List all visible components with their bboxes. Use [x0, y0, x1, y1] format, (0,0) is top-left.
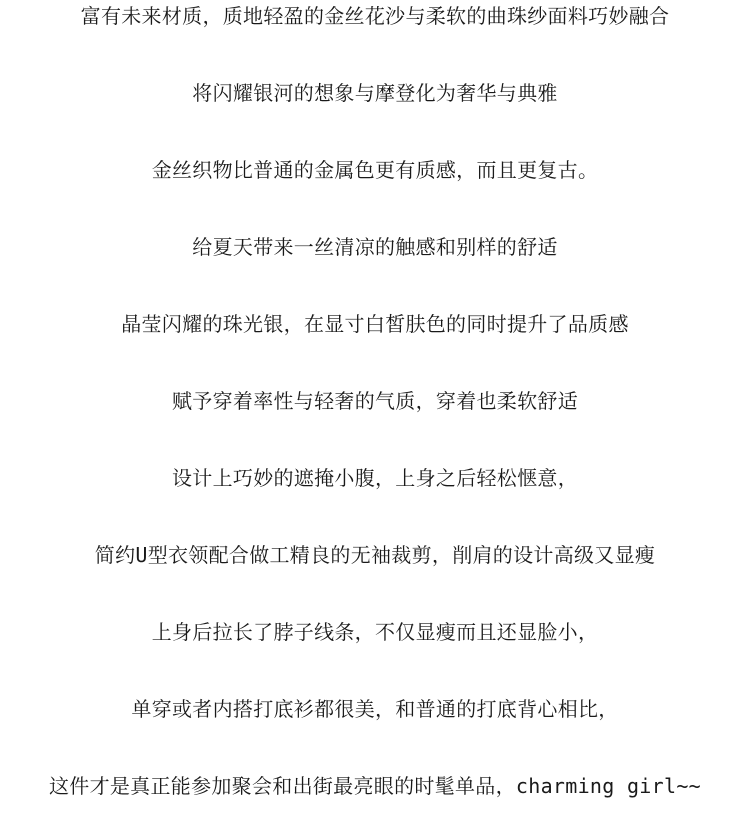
description-line: 简约U型衣领配合做工精良的无袖裁剪，削肩的设计高级又显瘦 — [94, 543, 656, 567]
description-line: 单穿或者内搭打底衫都很美，和普通的打底背心相比， — [131, 697, 619, 721]
description-line: 晶莹闪耀的珠光银，在显寸白皙肤色的同时提升了品质感 — [121, 312, 629, 336]
description-line: 金丝织物比普通的金属色更有质感，而且更复古。 — [151, 158, 599, 182]
description-line: 将闪耀银河的想象与摩登化为奢华与典雅 — [192, 81, 558, 105]
description-line: 上身后拉长了脖子线条，不仅显瘦而且还显脸小， — [151, 620, 599, 644]
description-line: 给夏天带来一丝清凉的触感和别样的舒适 — [192, 235, 558, 259]
description-line: 赋予穿着率性与轻奢的气质，穿着也柔软舒适 — [172, 389, 578, 413]
description-line: 富有未来材质，质地轻盈的金丝花沙与柔软的曲珠纱面料巧妙融合 — [80, 4, 670, 28]
description-line: 这件才是真正能参加聚会和出街最亮眼的时髦单品，charming girl~~ — [48, 774, 701, 798]
description-line: 设计上巧妙的遮掩小腹，上身之后轻松惬意， — [172, 466, 578, 490]
